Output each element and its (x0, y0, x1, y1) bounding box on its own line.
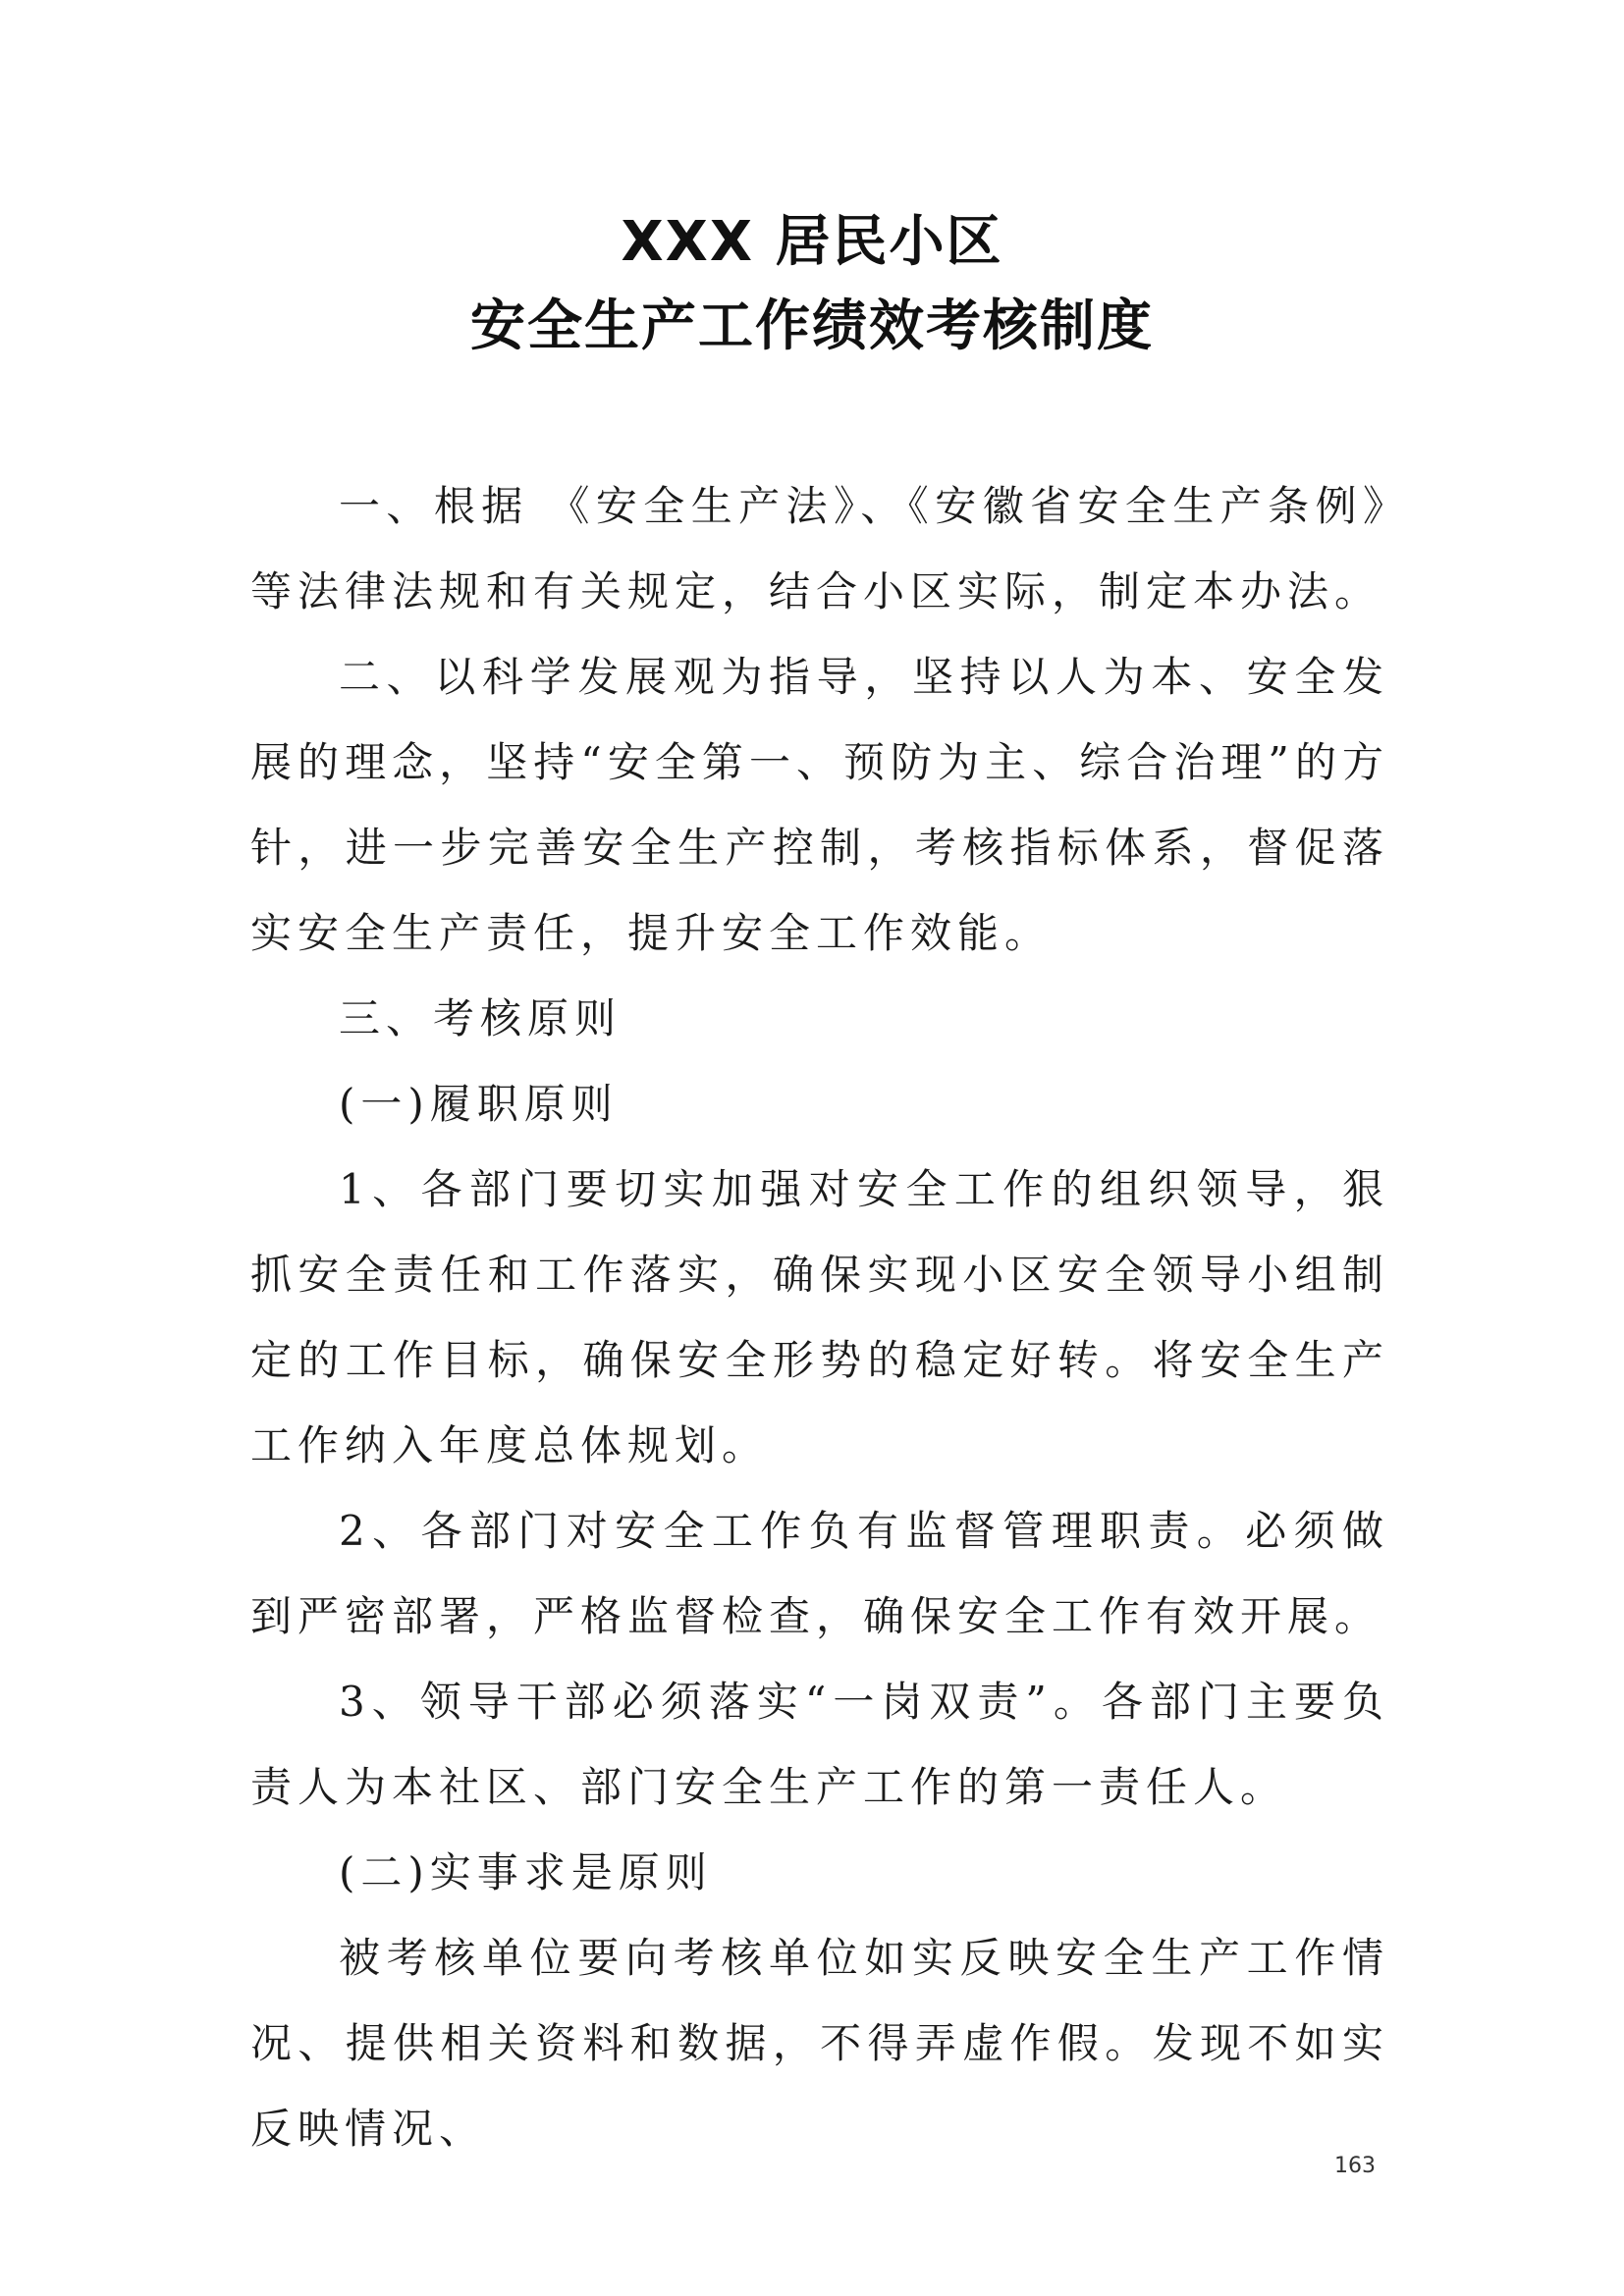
paragraph-item-1: 1、各部门要切实加强对安全工作的组织领导，狠抓安全责任和工作落实，确保实现小区安全领导小组制定的工作目标，确保安全形势的稳定好转。将安全生产工作纳入年度总体规划。 (250, 1165, 1389, 1469)
paragraph-assessment-principles-heading: 三、考核原则 (339, 994, 623, 1042)
paragraph-duty-principle-heading: (一)履职原则 (339, 1080, 619, 1128)
page-number: 163 (1334, 2154, 1376, 2178)
document-body (250, 463, 1389, 2171)
paragraph-legal-basis: 一、根据 《安全生产法》、《安徽省安全生产条例》等法律法规和有关规定，结合小区实际，制定本办法。 (250, 482, 1389, 615)
paragraph-guiding-principle: 二、以科学发展观为指导，坚持以人为本、安全发展的理念，坚持“安全第一、预防为主、综合治理”的方针，进一步完善安全生产控制，考核指标体系，督促落实安全生产责任，提升安全工作效能。 (250, 653, 1389, 957)
paragraph-item-3: 3、领导干部必须落实“一岗双责”。各部门主要负责人为本社区、部门安全生产工作的第一责任人。 (250, 1678, 1389, 1811)
paragraph-item-2: 2、各部门对安全工作负有监督管理职责。必须做到严密部署，严格监督检查，确保安全工作有效开展。 (250, 1507, 1389, 1640)
document-title-line1: XXX 居民小区 (621, 210, 1003, 274)
document-title-line2: 安全生产工作绩效考核制度 (470, 294, 1154, 358)
paragraph-fact-principle-text: 被考核单位要向考核单位如实反映安全生产工作情况、提供相关资料和数据，不得弄虚作假。发现不如实反映情况、 (250, 1934, 1389, 2153)
paragraph-fact-principle-heading: (二)实事求是原则 (339, 1848, 713, 1896)
